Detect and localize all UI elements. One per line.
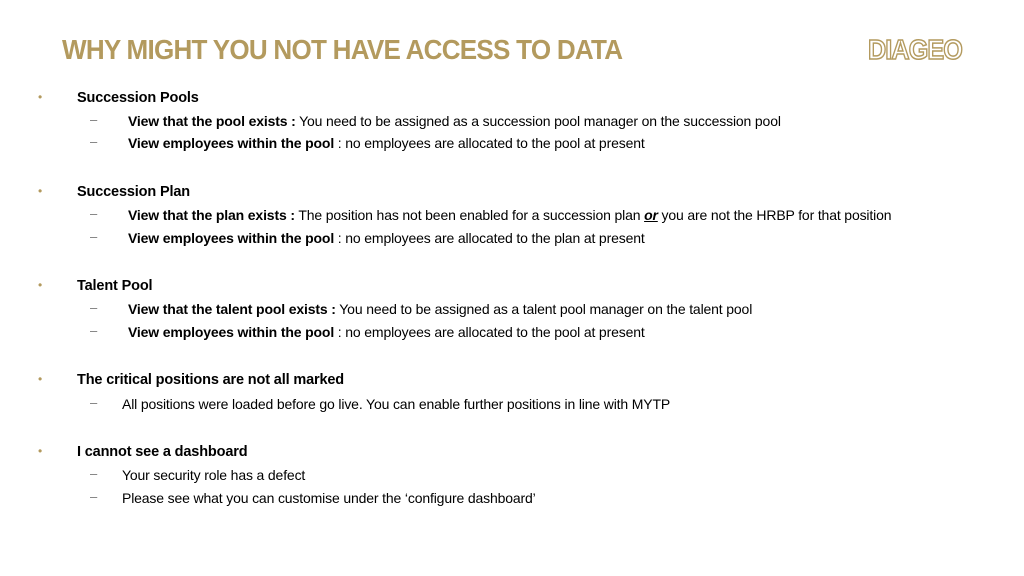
- list-item: [128, 229, 645, 247]
- dash-icon: –: [90, 300, 98, 315]
- dash-icon: –: [90, 112, 98, 127]
- dash-icon: –: [90, 466, 98, 481]
- list-item: Your security role has a defect: [122, 467, 306, 483]
- dash-icon: –: [90, 134, 98, 149]
- dash-icon: –: [90, 206, 98, 221]
- item-label: View employees within the pool: [128, 324, 335, 340]
- list-item: All positions were loaded before go live. You can enable further positions in line with MYTP: [122, 396, 671, 412]
- bullet-icon: •: [38, 444, 43, 458]
- item-text: you are not the HRBP for that position: [657, 207, 892, 223]
- bullet-icon: •: [38, 184, 43, 198]
- item-emphasis: or: [644, 207, 658, 223]
- diageo-logo: DIAGEO: [868, 34, 963, 65]
- dash-icon: –: [90, 395, 98, 410]
- list-item: [128, 112, 781, 130]
- item-text: The position has not been enabled for a succession plan: [294, 207, 645, 223]
- item-label: View employees within the pool: [128, 230, 335, 246]
- dash-icon: –: [90, 229, 98, 244]
- section-heading: Succession Pools: [77, 90, 199, 106]
- item-text: You need to be assigned as a talent pool manager on the talent pool: [335, 301, 753, 317]
- bullet-icon: •: [38, 372, 43, 386]
- list-item: [128, 300, 752, 318]
- item-text: : no employees are allocated to the pool at present: [334, 324, 645, 340]
- list-item: Please see what you can customise under the ‘configure dashboard’: [122, 490, 536, 506]
- list-item: [128, 134, 645, 152]
- section-heading: Talent Pool: [77, 278, 153, 294]
- bullet-icon: •: [38, 278, 43, 292]
- item-label: View that the pool exists :: [128, 113, 296, 129]
- bullet-icon: •: [38, 90, 43, 104]
- item-label: View that the plan exists :: [128, 207, 295, 223]
- item-text: : no employees are allocated to the plan at present: [334, 230, 645, 246]
- item-label: View that the talent pool exists :: [128, 301, 336, 317]
- item-text: You need to be assigned as a succession pool manager on the succession pool: [295, 113, 781, 129]
- section-heading: Succession Plan: [77, 184, 190, 200]
- dash-icon: –: [90, 323, 98, 338]
- dash-icon: –: [90, 489, 98, 504]
- section-heading: I cannot see a dashboard: [77, 444, 248, 460]
- page-title: WHY MIGHT YOU NOT HAVE ACCESS TO DATA: [62, 34, 623, 65]
- list-item: [128, 323, 645, 341]
- section-heading: The critical positions are not all marked: [77, 372, 345, 388]
- list-item: [128, 206, 891, 224]
- item-text: : no employees are allocated to the pool at present: [334, 135, 645, 151]
- item-label: View employees within the pool: [128, 135, 335, 151]
